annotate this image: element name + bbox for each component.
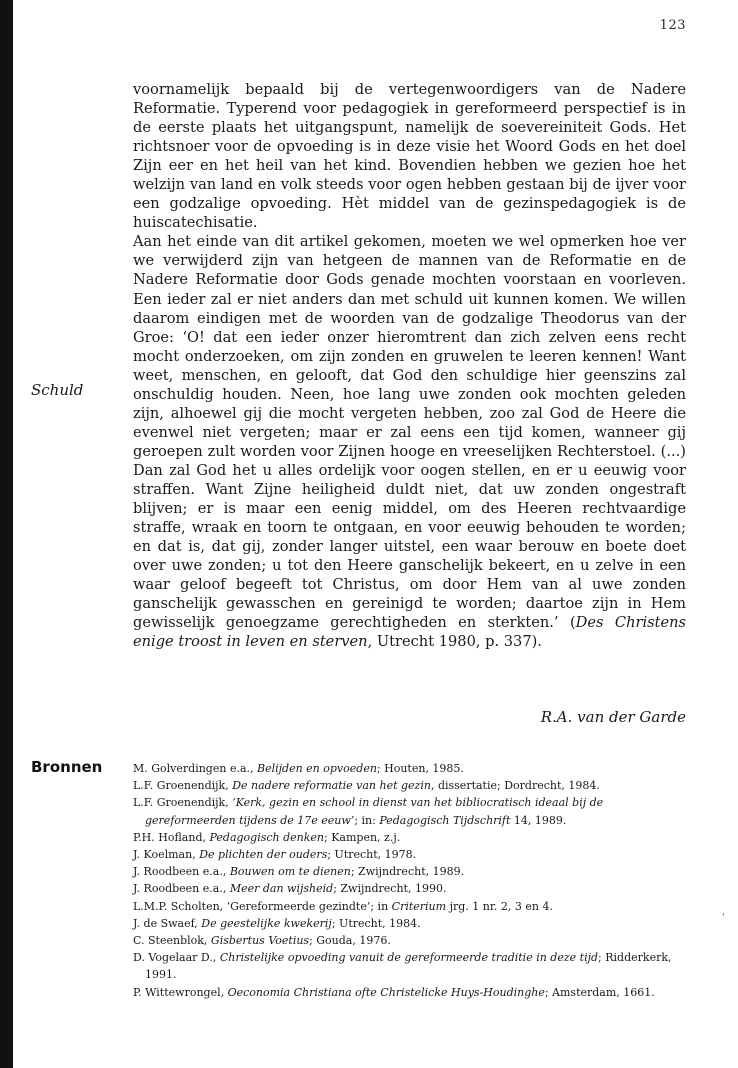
source-entry [133,898,686,915]
source-details: ; Zwijndrecht, 1989. [350,865,465,879]
source-details: ; Gouda, 1976. [309,934,391,948]
source-entry [133,794,686,828]
source-title: Criterium [391,899,447,913]
page-number: 123 [659,18,686,33]
source-entry [133,846,686,863]
source-entry [133,984,686,1001]
source-title: ‘Kerk, gezin en school in dienst van het bibliocratisch ideaal bij de gereformeerden tijdens de 17e eeuw’ [145,796,604,827]
source-entry [133,949,686,983]
source-title: De nadere reformatie van het gezin [232,779,431,793]
source-details: ; in: [354,813,380,827]
source-title: De geestelijke kwekerij [201,916,332,930]
source-entry [133,760,686,777]
source-author: L.M.P. Scholten, ‘Gereformeerde gezindte’; in [133,899,392,913]
margin-note-schuld: Schuld [31,381,84,399]
source-title: Bouwen om te dienen [229,865,351,879]
author-signature: R.A. van der Garde [540,708,686,726]
source-author: J. Koelman, [133,848,200,862]
source-title: Pedagogisch denken [209,830,325,844]
source-details: ; Amsterdam, 1661. [544,985,655,999]
page-edge-bar [0,0,13,1068]
source-details: ; Ridderkerk, 1991. [145,951,672,982]
source-author: J. Roodbeen e.a., [133,865,230,879]
source-author: P. Wittewrongel, [133,985,228,999]
paragraph-2: Aan het einde van dit artikel gekomen, moeten we wel opmerken hoe ver we verwijderd zijn van hetgeen de mannen van de Reformatie en de Nadere Reformatie door Gods genade mochten voorstaan en voorleven. Een ieder zal er niet anders dan met schuld uit kunnen komen. We willen daarom eindigen met de woorden van de godzalige Theodorus van der Groe: ‘O! dat een ieder onzer hieromtrent dan zich zelven eens recht mocht onderzoeken, om zijn zonden en gruwelen te leeren kennen! Want weet, menschen, en gelooft, dat God den schuldige hier geenszins zal onschuldig houden. Neen, hoe lang uwe zonden ook mochten geleden zijn, alhoewel gij die mocht vergeten hebben, zoo zal God de Heere die evenwel niet vergeten; maar er zal eens een tijd komen, wanneer gij geroepen zult worden voor Zijnen hooge en vreeselijken Rechterstoel. (...) Dan zal God het u alles ordelijk voor oogen stellen, en er u eeuwig voor straffen. Want Zijne heiligheid duldt niet, dat uw zonden ongestraft blijven; er is maar een eenig middel, om des Heeren rechtvaardige straffe, wraak en toorn te ontgaan, en voor eeuwig behouden te worden; en dat is, dat gij, zonder langer uitstel, een waar berouw en boete doet over uwe zonden; u tot den Heere ganschelijk bekeert, en u zelve in een waar geloof begeeft tot Christus, om door Hem van al uwe zonden ganschelijk gewasschen en gereinigd te worden; daartoe zijn in Hem gewisselijk genoegzame gerechtigheden en sterkten.’ (Des Christens enige troost in leven en sterven, Utrecht 1980, p. 337). [133,233,686,651]
source-entry [133,829,686,846]
citation-rest: , Utrecht 1980, p. 337). [367,633,542,651]
source-entry [133,915,686,932]
paragraph-2-text: Aan het einde van dit artikel gekomen, moeten we wel opmerken hoe ver we verwijderd zijn van hetgeen de mannen van de Reformatie en de Nadere Reformatie door Gods genade mochten voorstaan en voorleven. Een ieder zal er niet anders dan met schuld uit kunnen komen. We willen daarom eindigen met de woorden van de godzalige Theodorus van der Groe: ‘O! dat een ieder onzer hieromtrent dan zich zelven eens recht mocht onderzoeken, om zijn zonden en gruwelen te leeren kennen! Want weet, menschen, en gelooft, dat God den schuldige hier geenszins zal onschuldig houden. Neen, hoe lang uwe zonden ook mochten geleden zijn, alhoewel gij die mocht vergeten hebben, zoo zal God de Heere die evenwel niet vergeten; maar er zal eens een tijd komen, wanneer gij geroepen zult worden voor Zijnen hooge en vreeselijken Rechterstoel. (...) Dan zal God het u alles ordelijk voor oogen stellen, en er u eeuwig voor straffen. Want Zijne heiligheid duldt niet, dat uw zonden ongestraft blijven; er is maar een eenig middel, om des Heeren rechtvaardige straffe, wraak en toorn te ontgaan, en voor eeuwig behouden te worden; en dat is, dat gij, zonder langer uitstel, een waar berouw en boete doet over uwe zonden; u tot den Heere ganschelijk bekeert, en u zelve in een waar geloof begeeft tot Christus, om door Hem van al uwe zonden ganschelijk gewasschen en gereinigd te worden; daartoe zijn in Hem gewisselijk genoegzame gerechtigheden en sterkten.’ [133,233,686,632]
source-author: C. Steenblok, [133,934,211,948]
source-author: P.H. Hofland, [133,830,210,844]
source-author: L.F. Groenendijk, [133,796,233,810]
source-details: ; Houten, 1985. [376,762,464,775]
source-entry [133,863,686,880]
body-text [133,80,686,651]
source-title: Belijden en opvoeden [257,762,377,775]
paragraph-1: voornamelijk bepaald bij de vertegenwoordigers van de Nadere Reformatie. Typerend voor pedagogiek in gereformeerd perspectief is in de eerste plaats het uitgangspunt, namelijk de soevereiniteit Gods. Het richtsnoer voor de opvoeding is in deze visie het Woord Gods en het doel Zijn eer en het heil van het kind. Bovendien hebben we gezien hoe het welzijn van land en volk steeds voor ogen hebben gestaan bij de ijver voor een godzalige opvoeding. Hèt middel van de gezinspedagogiek is de huiscatechisatie. [133,81,686,232]
sources-list [133,760,686,1001]
source-author: L.F. Groenendijk, [133,779,233,793]
source-title: Meer dan wijsheid [229,882,334,896]
source-title: De plichten der ouders [199,848,328,862]
source-author: D. Vogelaar D., [133,951,220,965]
citation-title: Des Christens enige troost in leven en sterven [133,614,686,651]
source-journal: Pedagogisch Tijdschrift [379,813,511,827]
source-details: jrg. 1 nr. 2, 3 en 4. [446,899,553,913]
source-entry [133,932,686,949]
source-entry [133,880,686,897]
source-author: J. Roodbeen e.a., [133,882,230,896]
source-entry [133,777,686,794]
source-details: ; Utrecht, 1978. [327,848,417,862]
sources-heading: Bronnen [31,758,103,776]
source-title: Oeconomia Christiana ofte Christelicke Huys-Houdinghe [227,985,545,999]
source-details: ; Kampen, z.j. [324,830,401,844]
source-title: Christelijke opvoeding vanuit de gereformeerde traditie in deze tijd [219,951,599,965]
source-details: ; Zwijndrecht, 1990. [333,882,447,896]
stray-mark: ' [722,913,725,923]
source-details: , dissertatie; Dordrecht, 1984. [430,779,600,793]
source-author: J. de Swaef, [133,916,202,930]
source-details: ; Utrecht, 1984. [331,916,421,930]
source-details: 14, 1989. [510,813,567,827]
source-author: M. Golverdingen e.a., [133,762,257,775]
source-title: Gisbertus Voetius [210,934,310,948]
